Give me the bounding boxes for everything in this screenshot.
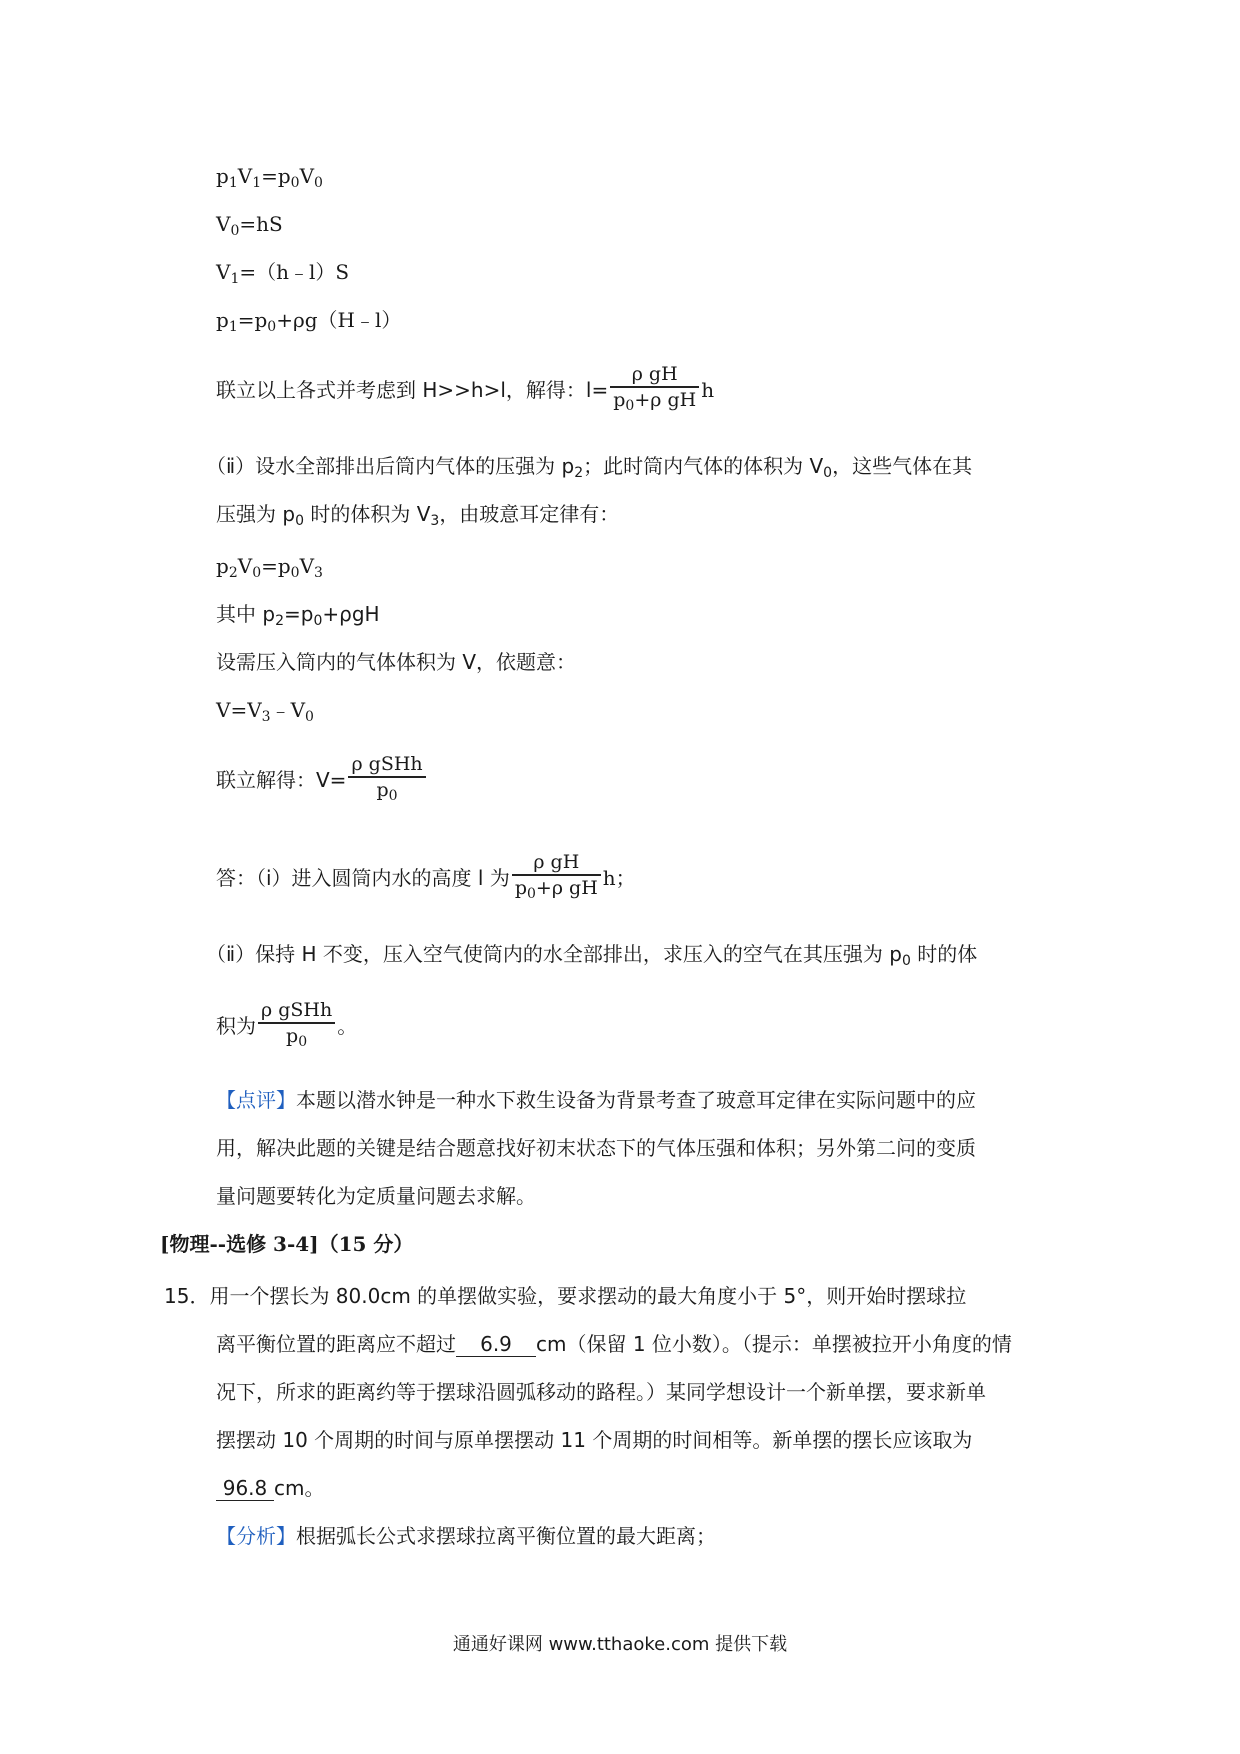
equation-boyle-2: $p_2V_0=p_0V_3$ xyxy=(216,554,323,581)
question-15-line-2: 离平衡位置的距离应不超过 6.9 cm（保留 1 位小数）。（提示：单摆被拉开小角度的情 xyxy=(216,1332,1012,1356)
answer-blank-1: 6.9 xyxy=(456,1332,536,1357)
equation-v: $V=V_3﹣V_0$ xyxy=(216,698,314,725)
part2-text-1: （ⅱ）设水全部排出后筒内气体的压强为 $p_2$；此时筒内气体的体积为 $V_0$，这些气体在其 xyxy=(206,454,973,481)
comment-line-1: 【点评】本题以潜水钟是一种水下救生设备为背景考查了玻意耳定律在实际问题中的应 xyxy=(216,1088,976,1112)
comment-line-2: 用，解决此题的关键是结合题意找好初末状态下的气体压强和体积；另外第二问的变质 xyxy=(216,1136,976,1160)
analysis-line: 【分析】根据弧长公式求摆球拉离平衡位置的最大距离； xyxy=(216,1524,716,1548)
solution-l: 联立以上各式并考虑到 H>>h>l，解得：l= $\frac{\text{ρ gH}}{p_0+\rho gH}$ h xyxy=(216,362,714,418)
equation-p2: 其中 $p_2=p_0+\rho gH$ xyxy=(216,602,380,629)
equation-v1: $V_1=(h﹣l)S$ xyxy=(216,260,350,287)
analysis-tag: 【分析】 xyxy=(216,1524,296,1548)
question-15-line-5: 96.8 cm。 xyxy=(216,1474,324,1502)
part2-text-2: 压强为 $p_0$ 时的体积为 $V_3$，由玻意耳定律有： xyxy=(216,502,620,529)
question-15-line-3: 况下，所求的距离约等于摆球沿圆弧移动的路程。）某同学想设计一个新单摆，要求新单 xyxy=(216,1380,986,1404)
fraction: $\frac{\text{ρ gSHh}}{p_0}$ xyxy=(348,752,425,808)
fraction: $\frac{\text{ρ gH}}{p_0+\rho gH}$ xyxy=(610,362,699,418)
equation-p1: $p_1=p_0+\rho g(H﹣l)$ xyxy=(216,308,402,335)
solution-v: 联立解得：V= $\frac{\text{ρ gSHh}}{p_0}$ xyxy=(216,752,428,808)
answer-ii-result: 积为 $\frac{\text{ρ gSHh}}{p_0}$ 。 xyxy=(216,998,357,1054)
comment-tag: 【点评】 xyxy=(216,1088,296,1112)
fraction: $\frac{\text{ρ gH}}{p_0+\rho gH}$ xyxy=(512,850,601,906)
text-set-v: 设需压入筒内的气体体积为 V，依题意： xyxy=(216,650,577,674)
comment-line-3: 量问题要转化为定质量问题去求解。 xyxy=(216,1184,536,1208)
question-15-line-1: 15．用一个摆长为 80.0cm 的单摆做实验，要求摆动的最大角度小于 5°，则开始时摆球拉 xyxy=(164,1284,967,1308)
question-15-line-4: 摆摆动 10 个周期的时间与原单摆摆动 11 个周期的时间相等。新单摆的摆长应该取为 xyxy=(216,1428,973,1452)
fraction: $\frac{\text{ρ gSHh}}{p_0}$ xyxy=(258,998,335,1054)
section-heading: [物理--选修 3-4]（15 分） xyxy=(160,1232,414,1256)
answer-i: 答：（ⅰ）进入圆筒内水的高度 l 为 $\frac{\text{ρ gH}}{p_0+\rho gH}$ h； xyxy=(216,850,636,906)
equation-v0: $V_0=hS$ xyxy=(216,212,283,239)
page-footer: 通通好课网 www.tthaoke.com 提供下载 xyxy=(452,1634,788,1655)
answer-blank-2: 96.8 xyxy=(216,1476,274,1501)
answer-ii-text: （ⅱ）保持 H 不变，压入空气使筒内的水全部排出，求压入的空气在其压强为 $p_0$ 时的体 xyxy=(206,942,978,969)
equation-boyle: $p_1V_1=p_0V_0$ xyxy=(216,164,323,191)
